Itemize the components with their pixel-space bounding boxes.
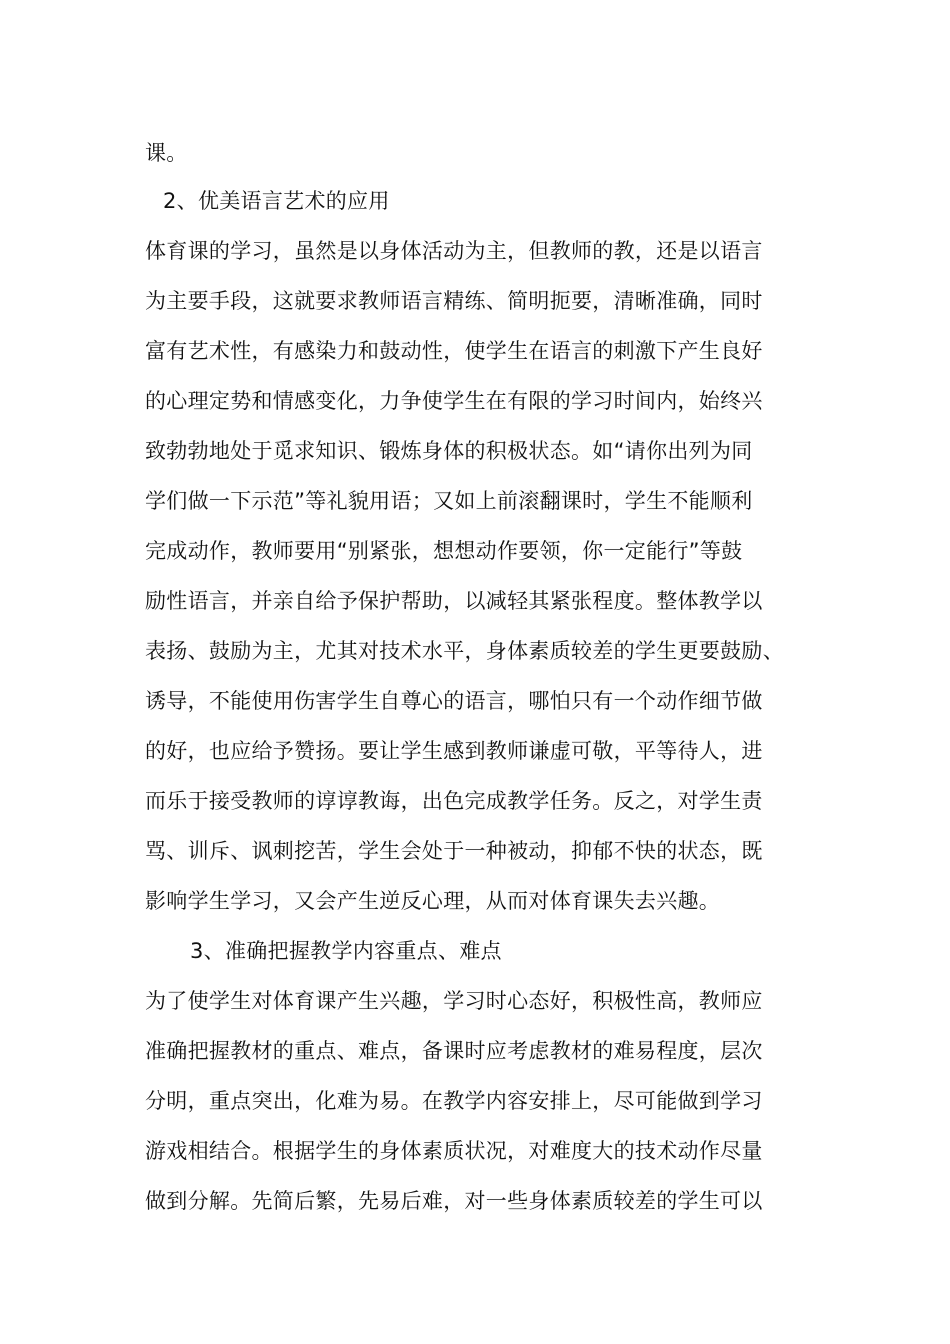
text-line: 影响学生学习，又会产生逆反心理，从而对体育课失去兴趣。: [145, 889, 721, 913]
text-line: 课。: [145, 141, 188, 165]
text-line: 的心理定势和情感变化，力争使学生在有限的学习时间内，始终兴: [145, 389, 763, 413]
text-line: 为了使学生对体育课产生兴趣，学习时心态好，积极性高，教师应: [145, 989, 763, 1013]
text-line: 骂、训斥、讽刺挖苦，学生会处于一种被动，抑郁不快的状态，既: [145, 839, 763, 863]
text-line: 致勃勃地处于觅求知识、锻炼身体的积极状态。如“请你出列为同: [145, 439, 753, 463]
text-line: 做到分解。先简后繁，先易后难，对一些身体素质较差的学生可以: [145, 1189, 763, 1213]
text-line: 表扬、鼓励为主，尤其对技术水平，身体素质较差的学生更要鼓励、: [145, 639, 784, 663]
text-line: 而乐于接受教师的谆谆教诲，出色完成教学任务。反之，对学生责: [145, 789, 763, 813]
text-line: 分明，重点突出，化难为易。在教学内容安排上，尽可能做到学习: [145, 1089, 763, 1113]
text-line: 励性语言，并亲自给予保护帮助，以减轻其紧张程度。整体教学以: [145, 589, 763, 613]
text-line: 诱导，不能使用伤害学生自尊心的语言，哪怕只有一个动作细节做: [145, 689, 763, 713]
text-line: 完成动作，教师要用“别紧张，想想动作要领，你一定能行”等鼓: [145, 539, 743, 563]
text-line: 富有艺术性，有感染力和鼓动性，使学生在语言的刺激下产生良好: [145, 339, 763, 363]
text-line: 为主要手段，这就要求教师语言精练、简明扼要，清晰准确，同时: [145, 289, 763, 313]
text-line: 游戏相结合。根据学生的身体素质状况，对难度大的技术动作尽量: [145, 1139, 763, 1163]
text-line: 的好，也应给予赞扬。要让学生感到教师谦虚可敬，平等待人，进: [145, 739, 763, 763]
text-line: 学们做一下示范”等礼貌用语；又如上前滚翻课时，学生不能顺利: [145, 489, 753, 513]
text-line: 准确把握教材的重点、难点，备课时应考虑教材的难易程度，层次: [145, 1039, 763, 1063]
text-line: 体育课的学习，虽然是以身体活动为主，但教师的教，还是以语言: [145, 239, 763, 263]
section-heading: 3、准确把握教学内容重点、难点: [190, 939, 502, 963]
section-heading: 2、优美语言艺术的应用: [163, 189, 390, 213]
